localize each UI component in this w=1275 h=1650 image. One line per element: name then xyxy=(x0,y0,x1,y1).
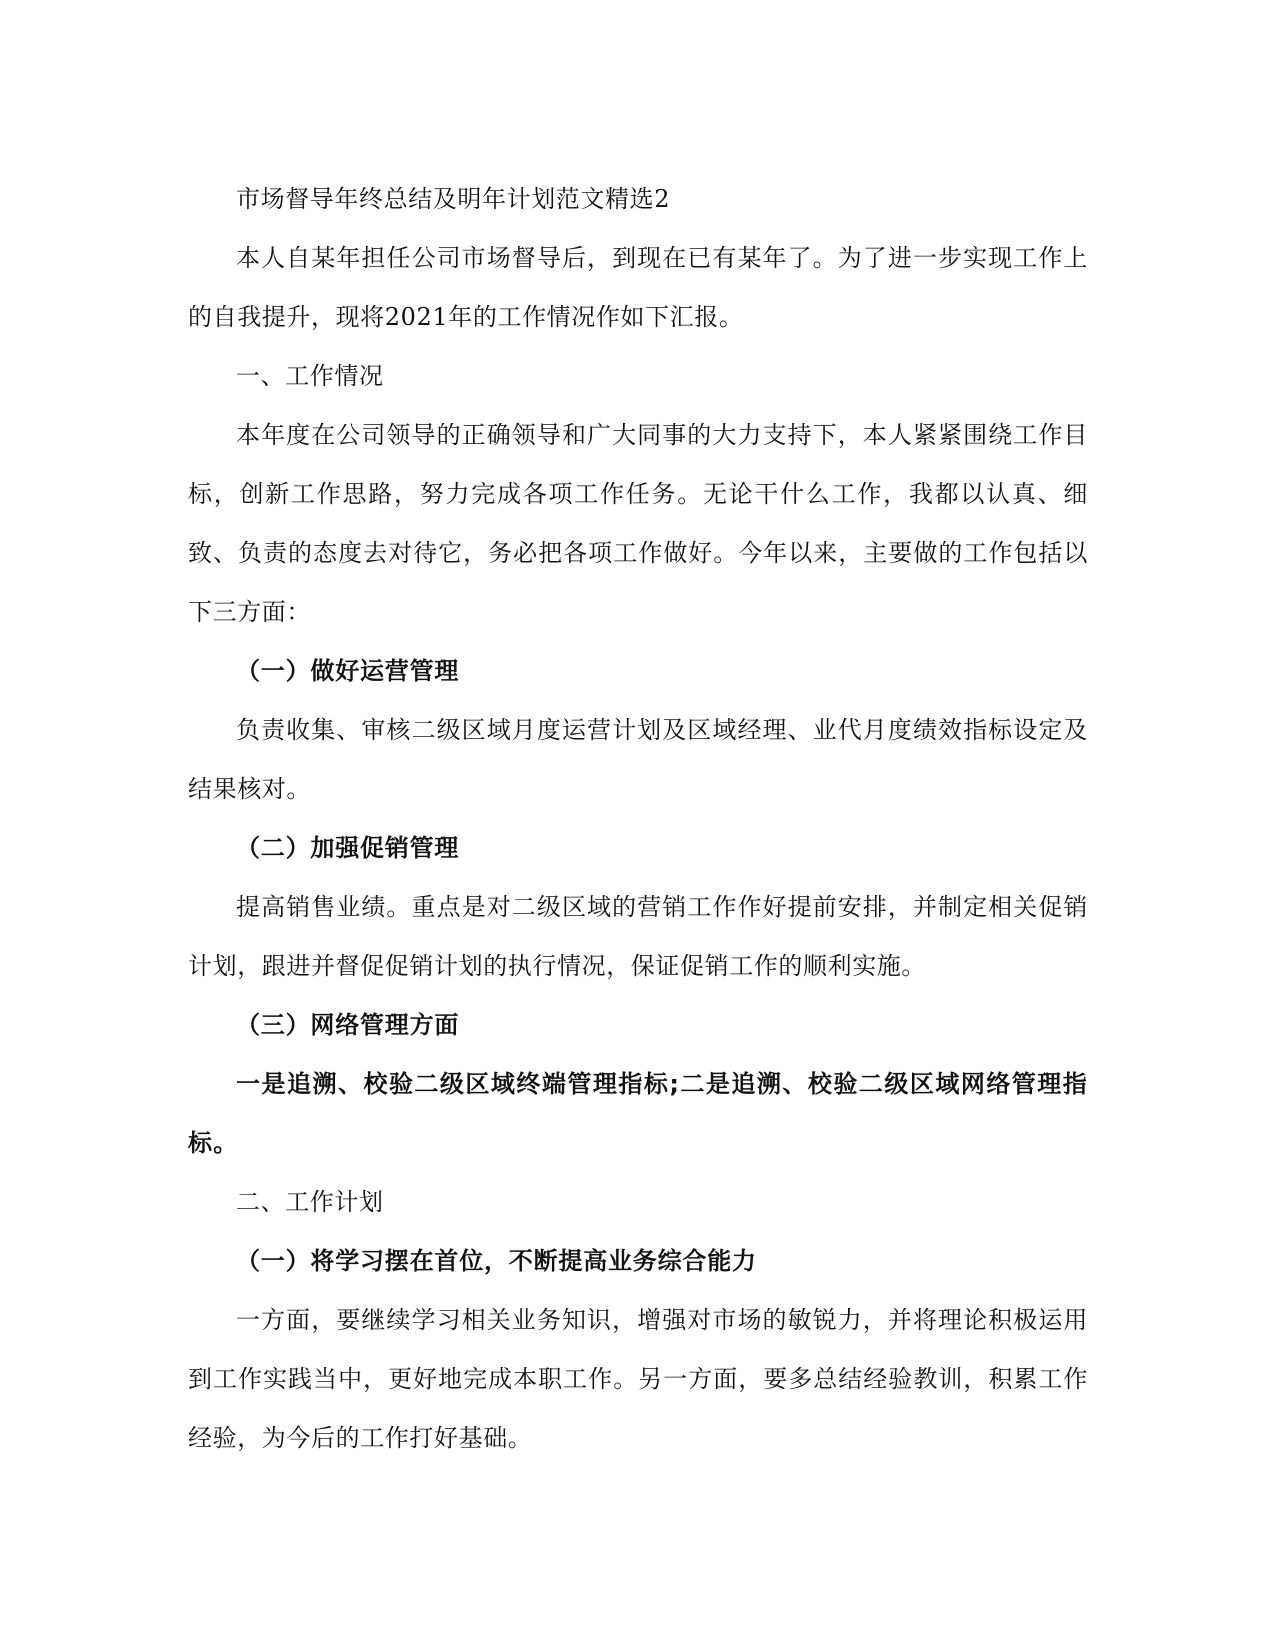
subheading-network: （三）网络管理方面 xyxy=(236,1011,460,1039)
promotions-paragraph: 提高销售业绩。重点是对二级区域的营销工作作好提前安排，并制定相关促销计划，跟进并督促促销计划的执行情况，保证促销工作的顺利实施。 xyxy=(188,893,1088,980)
section-heading-work-plan: 二、工作计划 xyxy=(236,1188,384,1216)
subheading-learning: （一）将学习摆在首位，不断提高业务综合能力 xyxy=(236,1247,757,1275)
operations-paragraph: 负责收集、审核二级区域月度运营计划及区域经理、业代月度绩效指标设定及结果核对。 xyxy=(188,716,1088,803)
intro-paragraph: 本人自某年担任公司市场督导后，到现在已有某年了。为了进一步实现工作上的自我提升，现将2021年的工作情况作如下汇报。 xyxy=(188,244,1088,331)
subheading-promotions: （二）加强促销管理 xyxy=(236,834,460,862)
work-status-paragraph: 本年度在公司领导的正确领导和广大同事的大力支持下，本人紧紧围绕工作目标，创新工作思路，努力完成各项工作任务。无论干什么工作，我都以认真、细致、负责的态度去对待它，务必把各项工作做好。今年以来，主要做的工作包括以下三方面： xyxy=(188,421,1088,626)
document-body xyxy=(188,170,1088,1468)
network-paragraph: 一是追溯、校验二级区域终端管理指标;二是追溯、校验二级区域网络管理指标。 xyxy=(188,1070,1088,1157)
section-heading-work-status: 一、工作情况 xyxy=(236,362,384,390)
learning-paragraph: 一方面，要继续学习相关业务知识，增强对市场的敏锐力，并将理论积极运用到工作实践当中，更好地完成本职工作。另一方面，要多总结经验教训，积累工作经验，为今后的工作打好基础。 xyxy=(188,1306,1088,1452)
subheading-operations: （一）做好运营管理 xyxy=(236,657,460,685)
document-title: 市场督导年终总结及明年计划范文精选2 xyxy=(236,185,671,213)
